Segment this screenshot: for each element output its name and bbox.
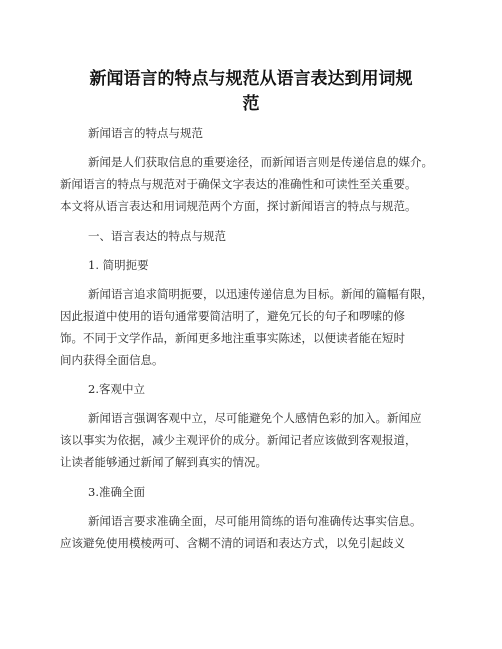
subtitle: 新闻语言的特点与规范 — [88, 126, 203, 140]
document-title-line-2: 范 — [242, 94, 260, 114]
item-1-line-4: 间内获得全面信息。 — [60, 353, 164, 367]
intro-line-3: 本文将从语言表达和用词规范两个方面，探讨新闻语言的特点与规范。 — [60, 199, 417, 213]
item-1-line-1: 新闻语言追求简明扼要，以迅速传递信息为目标。新闻的篇幅有限， — [88, 287, 433, 301]
item-3-heading: 3.准确全面 — [88, 485, 145, 499]
item-3-line-1: 新闻语言要求准确全面，尽可能用简练的语句准确传达事实信息。 — [88, 514, 422, 528]
intro-line-2: 新闻语言的特点与规范对于确保文字表达的准确性和可读性至关重要。 — [60, 177, 417, 191]
item-2-line-2: 该以事实为依据，减少主观评价的成分。新闻记者应该做到客观报道， — [60, 433, 417, 447]
item-1-line-3: 饰。不同于文学作品，新闻更多地注重事实陈述，以便读者能在短时 — [60, 331, 405, 345]
item-3-line-2: 应该避免使用模棱两可、含糊不清的词语和表达方式，以免引起歧义 — [60, 536, 405, 550]
item-2-line-1: 新闻语言强调客观中立，尽可能避免个人感情色彩的加入。新闻应 — [88, 411, 422, 425]
item-1-line-2: 因此报道中使用的语句通常要简洁明了，避免冗长的句子和啰嗦的修 — [60, 309, 405, 323]
item-1-heading: 1. 简明扼要 — [88, 258, 149, 272]
item-2-line-3: 让读者能够通过新闻了解到真实的情况。 — [60, 455, 267, 469]
section-heading: 一、语言表达的特点与规范 — [88, 229, 226, 243]
item-2-heading: 2.客观中立 — [88, 382, 145, 396]
document-title-line-1: 新闻语言的特点与规范从语言表达到用词规 — [89, 69, 413, 89]
intro-line-1: 新闻是人们获取信息的重要途径，而新闻语言则是传递信息的媒介。 — [88, 155, 433, 169]
